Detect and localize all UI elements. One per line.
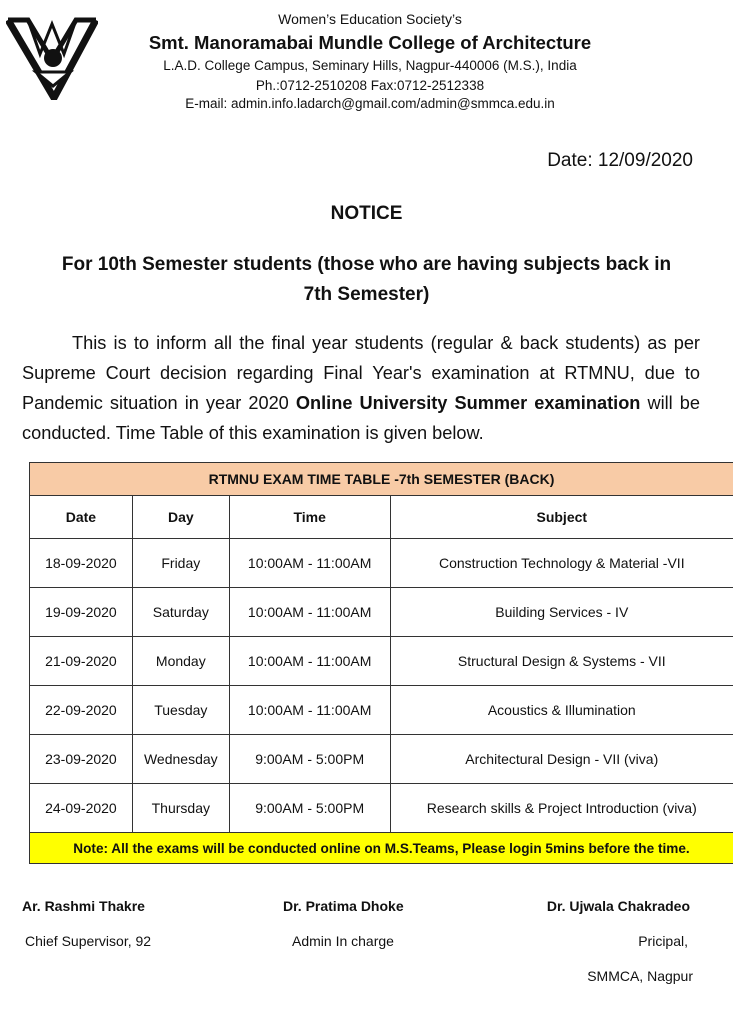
timetable-header-row: [30, 496, 733, 539]
table-row: [30, 686, 733, 735]
table-row: [30, 784, 733, 833]
signatory-right-name: Dr. Ujwala Chakradeo: [546, 898, 690, 914]
table-row: [30, 539, 733, 588]
table-row: [30, 588, 733, 637]
body-text-bold: Online University Summer examination: [295, 393, 641, 413]
college-logo: [6, 14, 98, 100]
cell-subject: Acoustics & Illumination: [390, 686, 733, 735]
notice-title: NOTICE: [330, 203, 403, 224]
cell-day: Wednesday: [132, 735, 229, 784]
cell-day: Monday: [132, 637, 229, 686]
signatory-left-title: Chief Supervisor, 92: [25, 933, 152, 949]
timetable-caption-row: [30, 463, 733, 496]
body-text-part2: will be conducted. Time Table of this examination is given below.: [22, 393, 700, 443]
body-text-part1: This is to inform all the final year students (regular & back students) as per Supreme Court decision regarding Final Year's examination at RTMNU, due to Pandemic situation in year 2020: [22, 333, 700, 413]
column-header-subject: Subject: [390, 496, 733, 539]
cell-subject: Structural Design & Systems - VII: [390, 637, 733, 686]
cell-subject: Architectural Design - VII (viva): [390, 735, 733, 784]
table-row: [30, 637, 733, 686]
college-phone: Ph.:0712-2510208 Fax:0712-2512338: [255, 78, 485, 93]
cell-day: Friday: [132, 539, 229, 588]
cell-date: 24-09-2020: [30, 784, 133, 833]
college-address: L.A.D. College Campus, Seminary Hills, Nagpur-440006 (M.S.), India: [163, 58, 577, 73]
society-name: Women’s Education Society’s: [278, 11, 462, 27]
cell-time: 10:00AM - 11:00AM: [229, 637, 390, 686]
signatory-middle-title: Admin In charge: [292, 933, 394, 949]
cell-subject: Construction Technology & Material -VII: [390, 539, 733, 588]
notice-body: [22, 328, 700, 448]
signatory-middle-name: Dr. Pratima Dhoke: [283, 898, 404, 914]
cell-time: 9:00AM - 5:00PM: [229, 784, 390, 833]
cell-day: Tuesday: [132, 686, 229, 735]
cell-subject: Research skills & Project Introduction (viva): [390, 784, 733, 833]
signatory-right-title: Pricipal,: [638, 933, 688, 949]
notice-date: Date: 12/09/2020: [547, 150, 693, 171]
cell-subject: Building Services - IV: [390, 588, 733, 637]
cell-date: 23-09-2020: [30, 735, 133, 784]
cell-time: 10:00AM - 11:00AM: [229, 686, 390, 735]
timetable-caption: RTMNU EXAM TIME TABLE -7th SEMESTER (BACK): [30, 463, 733, 496]
cell-date: 22-09-2020: [30, 686, 133, 735]
signatory-left-name: Ar. Rashmi Thakre: [22, 898, 145, 914]
cell-date: 21-09-2020: [30, 637, 133, 686]
notice-subheading: [40, 250, 693, 310]
table-row: [30, 735, 733, 784]
subheading-line-2: 7th Semester): [303, 284, 430, 305]
column-header-date: Date: [30, 496, 133, 539]
timetable-note: Note: All the exams will be conducted online on M.S.Teams, Please login 5mins before the time.: [30, 833, 733, 864]
college-email: E-mail: admin.info.ladarch@gmail.com/admin@smmca.edu.in: [185, 96, 555, 111]
exam-timetable: [29, 462, 733, 864]
cell-time: 10:00AM - 11:00AM: [229, 539, 390, 588]
subheading-line-1: For 10th Semester students (those who are having subjects back in: [61, 254, 672, 275]
cell-day: Saturday: [132, 588, 229, 637]
cell-day: Thursday: [132, 784, 229, 833]
cell-date: 19-09-2020: [30, 588, 133, 637]
timetable-note-row: [30, 833, 733, 864]
college-name: Smt. Manoramabai Mundle College of Architecture: [148, 32, 592, 53]
column-header-time: Time: [229, 496, 390, 539]
column-header-day: Day: [132, 496, 229, 539]
cell-date: 18-09-2020: [30, 539, 133, 588]
signatory-right-org: SMMCA, Nagpur: [587, 968, 693, 984]
cell-time: 9:00AM - 5:00PM: [229, 735, 390, 784]
cell-time: 10:00AM - 11:00AM: [229, 588, 390, 637]
